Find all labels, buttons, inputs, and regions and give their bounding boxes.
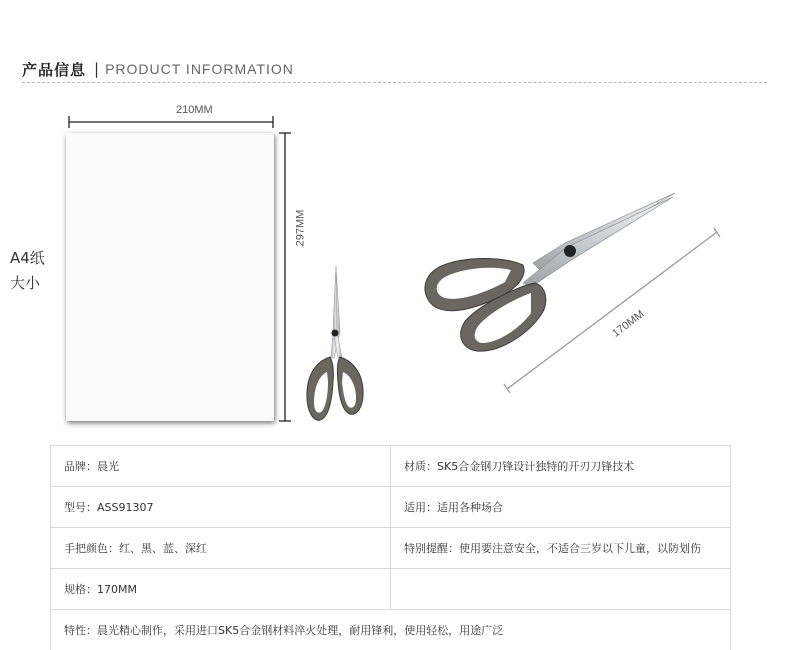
spec-features: 特性：晨光精心制作，采用进口SK5合金钢材料淬火处理，耐用锋利，使用轻松，用途广泛 — [51, 610, 731, 650]
spec-usage: 适用：适用各种场合 — [391, 487, 731, 528]
table-row — [51, 446, 731, 487]
spec-material: 材质：SK5合金钢刀锋设计独特的开刃刀锋技术 — [391, 446, 731, 487]
spec-model: 型号：ASS91307 — [51, 487, 391, 528]
a4-label-line2: 大小 — [10, 271, 45, 296]
table-row — [51, 528, 731, 569]
title-separator: | — [94, 60, 99, 78]
table-row — [51, 610, 731, 650]
spec-empty-cell — [391, 569, 731, 610]
spec-warning: 特别提醒：使用要注意安全，不适合三岁以下儿童，以防划伤 — [391, 528, 731, 569]
spec-size: 规格：170MM — [51, 569, 391, 610]
section-title-cn: 产品信息 — [22, 59, 86, 80]
table-row — [51, 487, 731, 528]
width-label: 210MM — [176, 104, 213, 116]
height-label: 297MM — [294, 210, 306, 247]
spec-brand: 品牌：晨光 — [51, 446, 391, 487]
table-row — [51, 569, 731, 610]
a4-label-line1: A4纸 — [10, 246, 45, 271]
spec-table — [50, 445, 731, 650]
section-title-en: PRODUCT INFORMATION — [105, 61, 294, 77]
spec-handle-colors: 手把颜色：红、黑、蓝、深红 — [51, 528, 391, 569]
scissors-length-label: 170MM — [610, 308, 647, 340]
